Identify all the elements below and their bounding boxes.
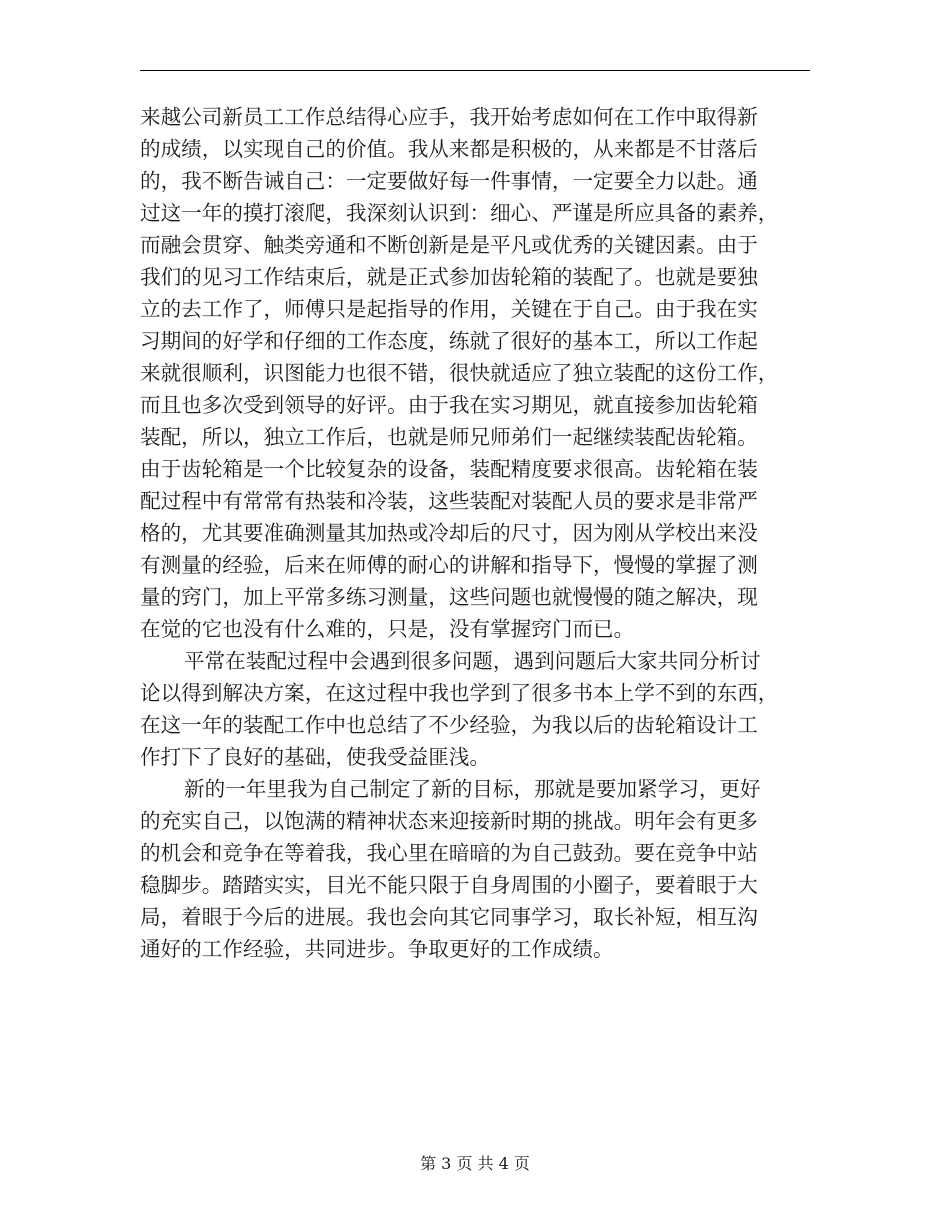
- text-line: 量的窍门，加上平常多练习测量，这些问题也就慢慢的随之解决，现: [140, 585, 758, 609]
- text-line: 有测量的经验，后来在师傅的耐心的讲解和指导下，慢慢的掌握了测: [140, 553, 758, 577]
- text-line: 由于齿轮箱是一个比较复杂的设备，装配精度要求很高。齿轮箱在装: [140, 457, 758, 481]
- text-line: 论以得到解决方案，在这过程中我也学到了很多书本上学不到的东西，: [140, 681, 779, 705]
- text-line: 在这一年的装配工作中也总结了不少经验，为我以后的齿轮箱设计工: [140, 713, 758, 737]
- text-line: 通好的工作经验，共同进步。争取更好的工作成绩。: [140, 937, 614, 961]
- text-line: 过这一年的摸打滚爬，我深刻认识到：细心、严谨是所应具备的素养，: [140, 201, 779, 225]
- text-line: 配过程中有常常有热装和冷装，这些装配对装配人员的要求是非常严: [140, 489, 758, 513]
- header-rule: [140, 70, 810, 71]
- text-line: 而且也多次受到领导的好评。由于我在实习期见，就直接参加齿轮箱: [140, 393, 758, 417]
- text-line: 局，着眼于今后的进展。我也会向其它同事学习，取长补短，相互沟: [140, 905, 758, 929]
- text-line: 作打下了良好的基础，使我受益匪浅。: [140, 745, 491, 769]
- text-line: 装配，所以，独立工作后，也就是师兄师弟们一起继续装配齿轮箱。: [140, 425, 758, 449]
- text-line: 我们的见习工作结束后，就是正式参加齿轮箱的装配了。也就是要独: [140, 265, 758, 289]
- text-line: 的，我不断告诫自己：一定要做好每一件事情，一定要全力以赴。通: [140, 169, 758, 193]
- text-line: 格的，尤其要准确测量其加热或冷却后的尺寸，因为刚从学校出来没: [140, 521, 758, 545]
- document-body: [140, 101, 812, 965]
- paragraph-first-line: 新的一年里我为自己制定了新的目标，那就是要加紧学习，更好: [184, 777, 761, 801]
- page-footer: 第 3 页 共 4 页: [420, 1154, 530, 1173]
- text-line: 在觉的它也没有什么难的，只是，没有掌握窍门而已。: [140, 617, 635, 641]
- text-line: 立的去工作了，师傅只是起指导的作用，关键在于自己。由于我在实: [140, 297, 758, 321]
- text-line: 稳脚步。踏踏实实，目光不能只限于自身周围的小圈子，要着眼于大: [140, 873, 758, 897]
- text-line: 的成绩，以实现自己的价值。我从来都是积极的，从来都是不甘落后: [140, 137, 758, 161]
- paragraph-first-line: 平常在装配过程中会遇到很多问题，遇到问题后大家共同分析讨: [184, 649, 761, 673]
- text-line: 来就很顺利，识图能力也很不错，很快就适应了独立装配的这份工作，: [140, 361, 779, 385]
- text-line: 的机会和竞争在等着我，我心里在暗暗的为自己鼓劲。要在竞争中站: [140, 841, 758, 865]
- text-line: 而融会贯穿、触类旁通和不断创新是是平凡或优秀的关键因素。由于: [140, 233, 758, 257]
- text-line: 的充实自己，以饱满的精神状态来迎接新时期的挑战。明年会有更多: [140, 809, 758, 833]
- text-line: 来越公司新员工工作总结得心应手，我开始考虑如何在工作中取得新: [140, 105, 758, 129]
- text-line: 习期间的好学和仔细的工作态度，练就了很好的基本工，所以工作起: [140, 329, 758, 353]
